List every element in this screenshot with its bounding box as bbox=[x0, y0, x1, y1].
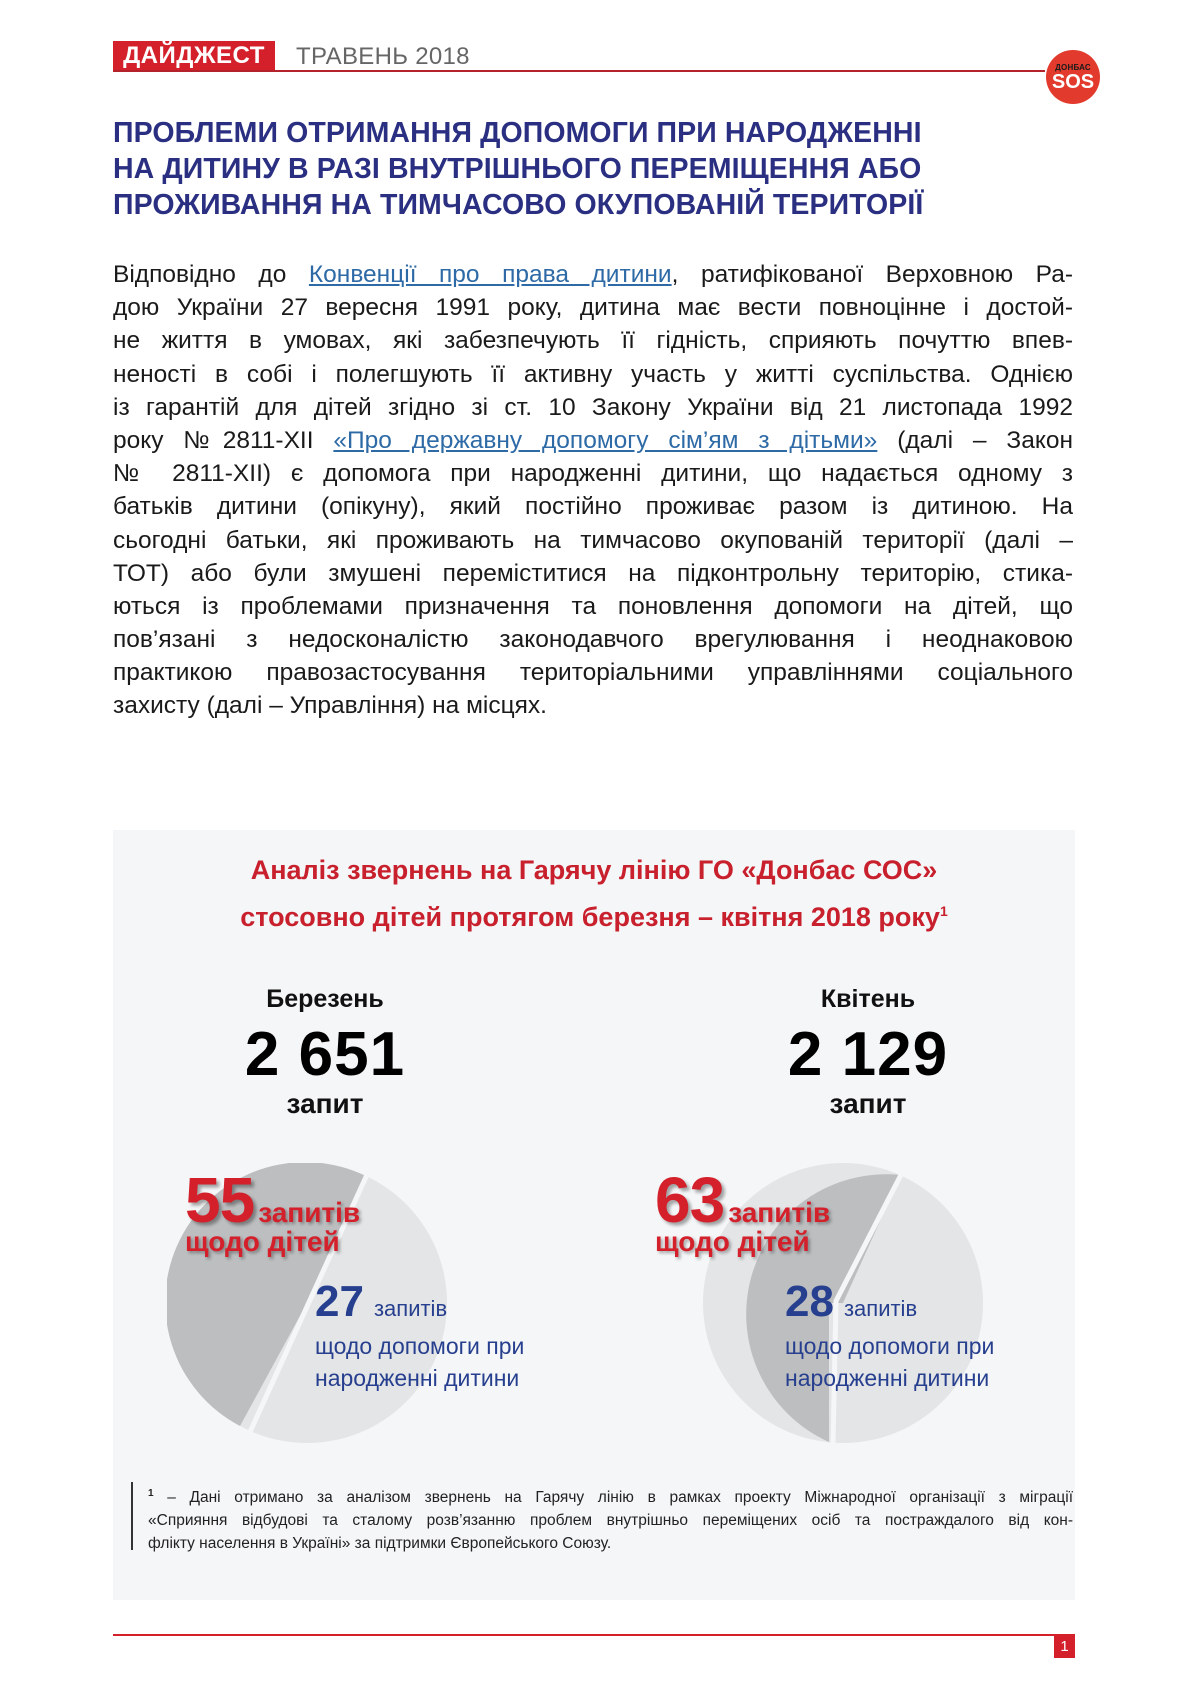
body-line: практикою правозастосування територіальними управліннями соціального bbox=[113, 659, 1073, 687]
children-count: 55 bbox=[185, 1164, 255, 1236]
header-divider bbox=[113, 70, 1045, 72]
law-link[interactable]: «Про державну допомогу сім’ям з дітьми» bbox=[333, 426, 878, 454]
footnote-mark: 1 bbox=[148, 1488, 154, 1499]
children-label: щодо дітей bbox=[185, 1226, 340, 1257]
children-unit: запитів bbox=[258, 1197, 361, 1228]
page-number: 1 bbox=[1054, 1636, 1075, 1658]
footnote-bar bbox=[131, 1482, 133, 1550]
april-summary bbox=[668, 985, 1068, 1120]
total-requests: 2 129 bbox=[787, 1020, 949, 1089]
birth-unit: запитів bbox=[373, 1296, 448, 1321]
birth-label: щодо допомоги при bbox=[785, 1333, 995, 1359]
march-birth-stat bbox=[315, 1277, 525, 1394]
birth-label: народженні дитини bbox=[785, 1365, 990, 1391]
body-paragraph bbox=[113, 258, 1073, 723]
body-line: ються із проблемами призначення та поновлення допомоги на дітей, що bbox=[113, 592, 1073, 620]
page-title bbox=[113, 115, 1073, 223]
birth-count: 28 bbox=[785, 1277, 834, 1326]
birth-label: народженні дитини bbox=[315, 1365, 520, 1391]
convention-link[interactable]: Конвенції про права дитини bbox=[308, 261, 672, 288]
body-line bbox=[113, 424, 1073, 457]
children-count: 63 bbox=[655, 1164, 725, 1236]
body-line: батьків дитини (опікуну), який постійно проживає разом із дитиною. На bbox=[113, 493, 1073, 521]
infographic-title-line: Аналіз звернень на Гарячу лінію ГО «Донбас СОС» bbox=[250, 855, 938, 885]
text: Відповідно до bbox=[113, 261, 309, 288]
text: , ратифікованої Верховною Ра- bbox=[671, 261, 1073, 288]
month-label: Квітень bbox=[820, 985, 916, 1013]
birth-label: щодо допомоги при bbox=[315, 1333, 525, 1359]
infographic-title-line bbox=[113, 891, 1075, 938]
body-line: сьогодні батьки, які проживають на тимчасово окупованій території (далі – bbox=[113, 526, 1073, 554]
body-line bbox=[113, 258, 1073, 291]
logo-main-text: SOS bbox=[1051, 71, 1095, 93]
body-line: ТОТ) або були змушені переміститися на підконтрольну територію, стика- bbox=[113, 559, 1073, 587]
body-line: не життя в умовах, які забезпечують її гідність, сприяють почуттю впев- bbox=[113, 327, 1073, 355]
footnote-mark: 1 bbox=[939, 903, 948, 919]
total-unit: запит bbox=[286, 1088, 364, 1119]
month-label: Березень bbox=[266, 985, 384, 1013]
donbas-sos-logo bbox=[1046, 50, 1100, 104]
birth-count: 27 bbox=[315, 1277, 364, 1326]
april-birth-stat bbox=[785, 1277, 995, 1394]
children-unit: запитів bbox=[728, 1197, 831, 1228]
text: – Дані отримано за аналізом звернень на Гарячу лінію в рамках проекту Міжнародної організації з міграції bbox=[153, 1489, 1073, 1507]
body-line: пов’язані з недосконалістю законодавчого врегулювання і неоднаковою bbox=[113, 626, 1073, 654]
body-line: захисту (далі – Управління) на місцях. bbox=[113, 692, 547, 720]
title-line: ПРОЖИВАННЯ НА ТИМЧАСОВО ОКУПОВАНІЙ ТЕРИТОРІЇ bbox=[113, 189, 924, 221]
title-line: НА ДИТИНУ В РАЗІ ВНУТРІШНЬОГО ПЕРЕМІЩЕННЯ АБО bbox=[113, 153, 922, 185]
infographic-title bbox=[113, 850, 1075, 938]
section-label: ДАЙДЖЕСТ bbox=[113, 41, 275, 71]
footer-divider bbox=[113, 1634, 1075, 1636]
text: стосовно дітей протягом березня – квітня 2018 року bbox=[240, 902, 940, 932]
body-line: дою України 27 вересня 1991 року, дитина має вести повноцінне і достой- bbox=[113, 294, 1073, 322]
issue-date: ТРАВЕНЬ 2018 bbox=[296, 43, 470, 70]
march-summary bbox=[125, 985, 525, 1120]
text: року №2811-XII bbox=[113, 426, 334, 454]
april-children-stat bbox=[655, 1164, 831, 1258]
footnote-line: флікту населення в Україні» за підтримки Європейського Союзу. bbox=[148, 1535, 612, 1553]
footnote-line bbox=[148, 1482, 1073, 1509]
title-line: ПРОБЛЕМИ ОТРИМАННЯ ДОПОМОГИ ПРИ НАРОДЖЕННІ bbox=[113, 117, 922, 149]
body-line: неності в собі і полегшують її активну участь у житті суспільства. Однією bbox=[113, 360, 1073, 388]
march-children-stat bbox=[185, 1164, 361, 1258]
footnote-line: «Сприяння відбудові та сталому розв’язанню проблем внутрішньо переміщених осіб та постраждалого від кон- bbox=[148, 1512, 1073, 1530]
children-label: щодо дітей bbox=[655, 1226, 810, 1257]
text: (далі – Закон bbox=[877, 426, 1073, 454]
body-line: із гарантій для дітей згідно зі ст. 10 Закону України від 21 листопада 1992 bbox=[113, 393, 1073, 421]
birth-unit: запитів bbox=[843, 1296, 918, 1321]
total-requests: 2 651 bbox=[244, 1020, 406, 1089]
logo-top-text: ДОНБАС bbox=[1055, 63, 1091, 72]
total-unit: запит bbox=[829, 1088, 907, 1119]
footnote bbox=[148, 1482, 1073, 1555]
body-line: № 2811-XII) є допомога при народженні дитини, що надається одному з bbox=[113, 460, 1073, 488]
